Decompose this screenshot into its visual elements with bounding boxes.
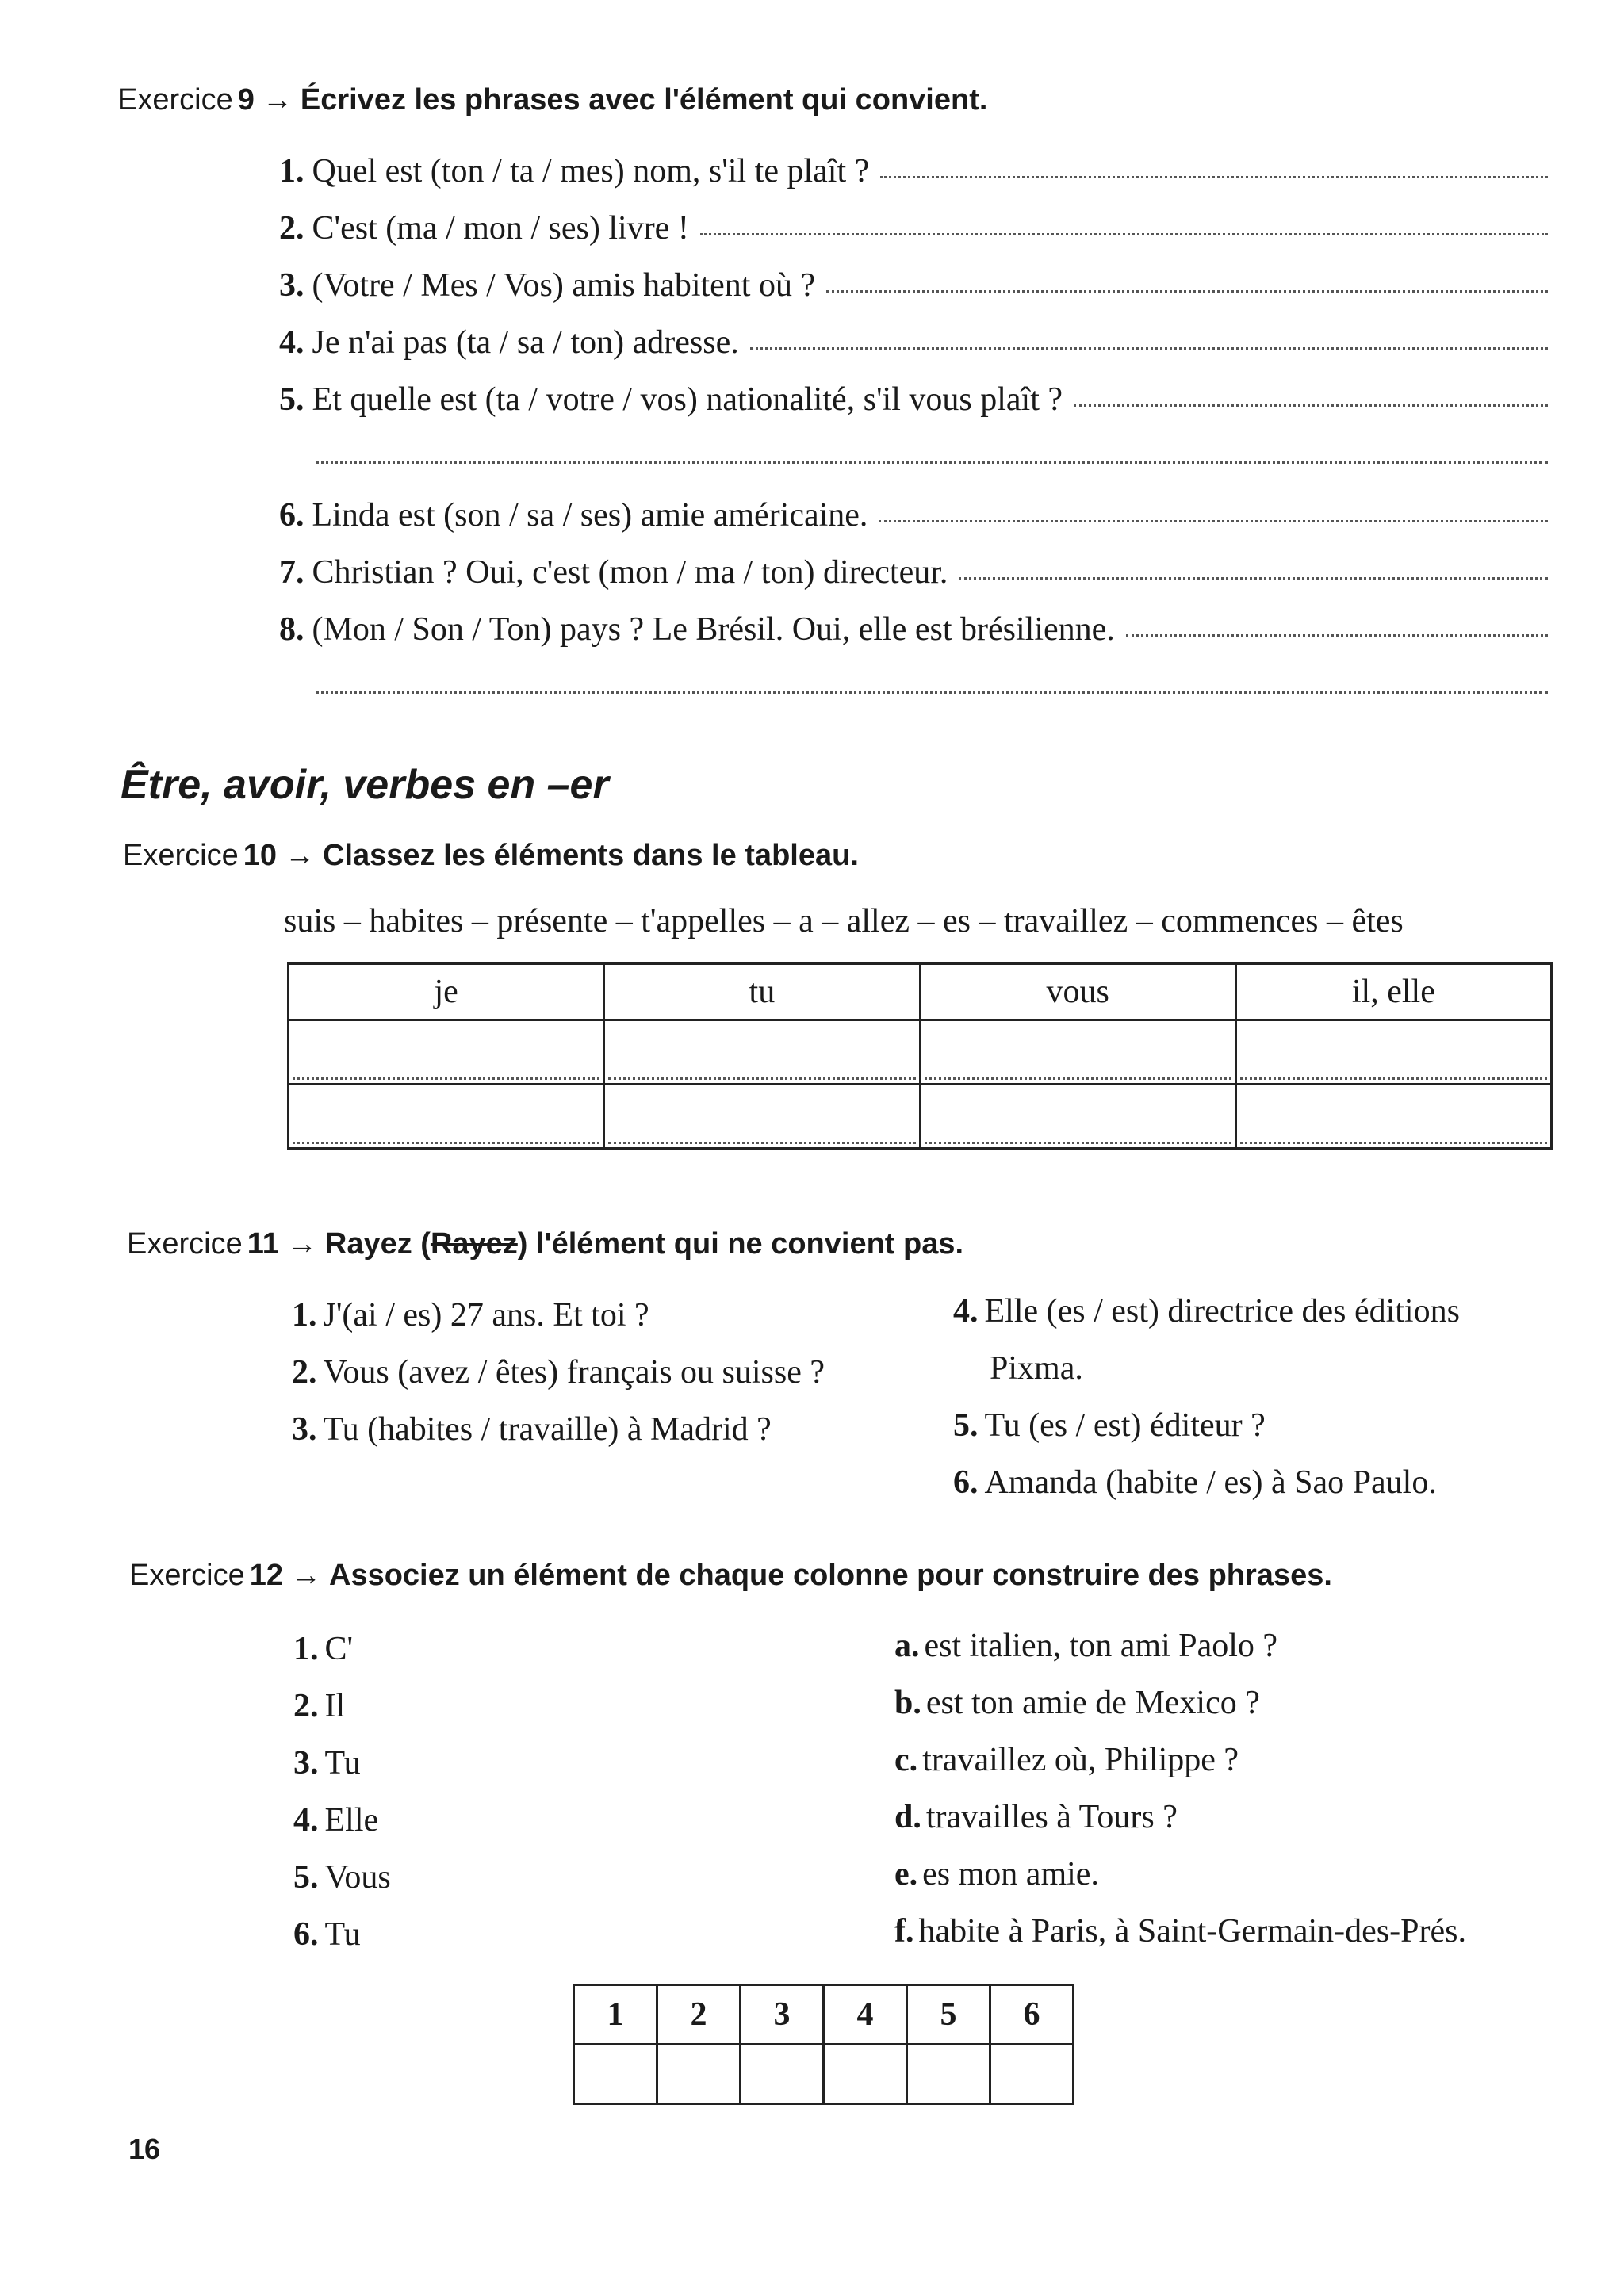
item-text: es mon amie. [922,1856,1099,1892]
exercise-instruction: Classez les éléments dans le tableau. [323,839,859,872]
exercise-number: 9 [237,83,255,117]
exercise-number: 12 [249,1559,283,1592]
page-number: 16 [128,2133,161,2165]
item-text: Linda est (son / sa / ses) amie américaine. [312,497,868,534]
left-column-item [293,1915,361,1954]
exercise-9-item [279,610,1548,649]
exercise-11-item-continuation: Pixma. [990,1350,1083,1387]
item-number: 5. [293,1859,319,1896]
item-number: 5. [279,381,304,418]
section-title: Être, avoir, verbes en –er [121,762,609,808]
right-column-item [894,1741,1239,1779]
answer-header: 6 [990,1985,1074,2045]
item-text[interactable]: Amanda (habite / es) à Sao Paulo. [984,1464,1437,1501]
item-text: C' [324,1631,354,1667]
exercise-9-item [279,323,1548,362]
column-header-je: je [289,964,604,1020]
answer-line[interactable] [959,577,1548,580]
answer-header: 3 [741,1985,824,2045]
column-header-il-elle: il, elle [1235,964,1551,1020]
classification-table [287,962,1553,1150]
exercise-number: 10 [243,839,277,872]
struck-word: Rayez [430,1227,518,1261]
answer-line-continuation[interactable] [316,691,1548,694]
item-number: 2. [292,1354,317,1391]
item-text[interactable]: J'(ai / es) 27 ans. Et toi ? [323,1297,649,1334]
item-text: Il [324,1688,346,1724]
exercise-11-item [292,1353,825,1391]
right-column-item [894,1684,1260,1722]
item-text[interactable]: Vous (avez / êtes) français ou suisse ? [323,1354,825,1391]
table-cell[interactable] [604,1020,920,1085]
item-text: (Votre / Mes / Vos) amis habitent où ? [312,267,816,304]
table-cell[interactable] [920,1085,1235,1149]
exercise-11-item [953,1464,1437,1502]
right-column-item [894,1627,1277,1665]
item-text: Vous [324,1859,391,1896]
exercise-11-item [292,1410,772,1448]
exercise-number: 11 [247,1227,279,1261]
answer-cell[interactable] [574,2045,657,2104]
right-column-item [894,1855,1099,1893]
exercise-9-item [279,553,1548,591]
answer-header: 1 [574,1985,657,2045]
exercise-label: Exercice [117,83,233,117]
item-text[interactable]: Tu (es / est) éditeur ? [984,1407,1266,1444]
answer-line[interactable] [1074,404,1548,407]
item-number: 4. [953,1293,979,1330]
answer-grid [573,1984,1074,2105]
answer-line-continuation[interactable] [316,461,1548,464]
exercise-9-item [279,381,1548,419]
exercise-11-item [953,1406,1266,1445]
right-column-item [894,1912,1466,1950]
answer-cell[interactable] [990,2045,1074,2104]
exercise-instruction-part: ) l'élément qui ne convient pas. [517,1227,964,1261]
item-letter: b. [894,1685,921,1721]
word-bank: suis – habites – présente – t'appelles – a – allez – es – travaillez – commences – êtes [284,903,1404,939]
answer-line[interactable] [879,520,1548,522]
arrow-icon: → [286,1227,317,1261]
exercise-label: Exercice [123,839,239,872]
table-cell[interactable] [289,1085,604,1149]
arrow-icon: → [291,1559,321,1592]
answer-cell[interactable] [907,2045,990,2104]
exercise-label: Exercice [129,1559,245,1592]
exercise-9-item [279,266,1548,304]
item-letter: e. [894,1856,918,1892]
item-number: 6. [279,497,304,534]
item-text: Tu [324,1745,361,1781]
answer-header: 4 [824,1985,907,2045]
table-cell[interactable] [289,1020,604,1085]
item-text: Quel est (ton / ta / mes) nom, s'il te plaît ? [312,153,870,189]
column-header-tu: tu [604,964,920,1020]
left-column-item [293,1630,353,1668]
column-header-vous: vous [920,964,1235,1020]
answer-line[interactable] [1126,634,1548,637]
exercise-10-heading [123,839,859,873]
item-number: 1. [279,153,304,189]
table-cell[interactable] [1235,1085,1551,1149]
exercise-11-heading [127,1227,963,1261]
answer-header: 2 [657,1985,741,2045]
answer-line[interactable] [700,233,1548,235]
item-text: est italien, ton ami Paolo ? [924,1628,1278,1664]
item-number: 6. [953,1464,979,1501]
table-cell[interactable] [604,1085,920,1149]
item-letter: c. [894,1742,918,1778]
exercise-9-item [279,209,1548,247]
answer-line[interactable] [750,347,1548,350]
exercise-11-item [953,1292,1460,1330]
answer-cell[interactable] [741,2045,824,2104]
item-text: C'est (ma / mon / ses) livre ! [312,210,689,247]
item-text[interactable]: Tu (habites / travaille) à Madrid ? [323,1411,772,1448]
item-number: 1. [292,1297,317,1334]
item-number: 1. [293,1631,319,1667]
item-number: 3. [293,1745,319,1781]
table-cell[interactable] [1235,1020,1551,1085]
right-column-item [894,1798,1178,1836]
exercise-instruction: Écrivez les phrases avec l'élément qui convient. [300,83,988,117]
item-text: travaillez où, Philippe ? [922,1742,1239,1778]
item-text: Je n'ai pas (ta / sa / ton) adresse. [312,324,739,361]
item-number: 3. [292,1411,317,1448]
item-text: travailles à Tours ? [925,1799,1178,1835]
exercise-9-heading [117,83,987,117]
left-column-item [293,1687,345,1725]
item-text: (Mon / Son / Ton) pays ? Le Brésil. Oui, elle est brésilienne. [312,611,1115,648]
table-cell[interactable] [920,1020,1235,1085]
item-number: 8. [279,611,304,648]
item-text: Tu [324,1916,361,1953]
answer-line[interactable] [826,290,1548,293]
item-letter: d. [894,1799,921,1835]
item-number: 2. [293,1688,319,1724]
left-column-item [293,1801,378,1839]
item-text: Et quelle est (ta / votre / vos) nationalité, s'il vous plaît ? [312,381,1063,418]
exercise-instruction: Associez un élément de chaque colonne pour construire des phrases. [329,1559,1332,1592]
answer-line[interactable] [880,176,1548,178]
item-number: 6. [293,1916,319,1953]
answer-cell[interactable] [824,2045,907,2104]
answer-cell[interactable] [657,2045,741,2104]
item-text: Christian ? Oui, c'est (mon / ma / ton) directeur. [312,554,948,591]
answer-header: 5 [907,1985,990,2045]
exercise-9-item [279,152,1548,190]
item-number: 2. [279,210,304,247]
exercise-9-item [279,496,1548,534]
item-number: 3. [279,267,304,304]
item-number: 7. [279,554,304,591]
item-number: 5. [953,1407,979,1444]
item-letter: f. [894,1913,914,1950]
arrow-icon: → [285,839,315,872]
item-text: habite à Paris, à Saint-Germain-des-Prés. [918,1913,1466,1950]
arrow-icon: → [262,83,293,117]
exercise-11-item [292,1296,649,1334]
item-text[interactable]: Elle (es / est) directrice des éditions [984,1293,1460,1330]
item-number: 4. [293,1802,319,1839]
item-letter: a. [894,1628,920,1664]
exercise-label: Exercice [127,1227,243,1261]
exercise-instruction-part: Rayez ( [324,1227,431,1261]
item-text: Elle [324,1802,379,1839]
item-text: est ton amie de Mexico ? [925,1685,1260,1721]
left-column-item [293,1858,391,1896]
item-number: 4. [279,324,304,361]
left-column-item [293,1744,361,1782]
exercise-12-heading [129,1559,1332,1593]
